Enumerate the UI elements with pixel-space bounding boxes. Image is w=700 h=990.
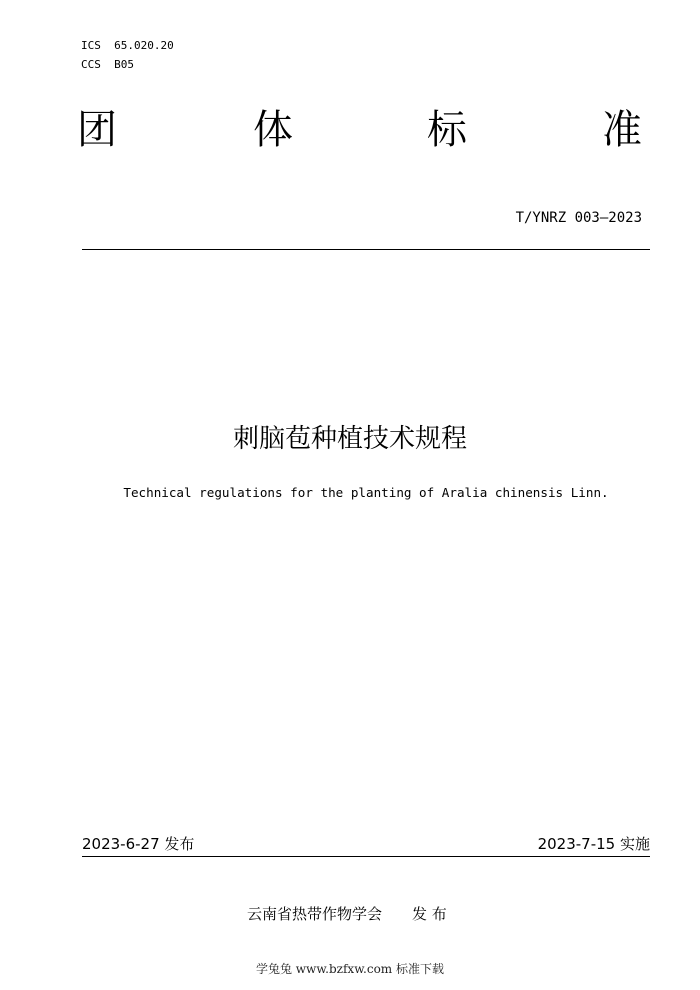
top-divider	[82, 249, 650, 250]
chinese-title: 刺脑苞种植技术规程	[232, 424, 467, 454]
english-title: Technical regulations for the planting of Aralia chinensis Linn.	[123, 485, 609, 500]
publisher-line	[247, 903, 447, 925]
ccs-code: CCS B05	[81, 58, 134, 71]
standard-type-char-3: 标	[427, 107, 467, 153]
standard-number: T/YNRZ 003—2023	[515, 210, 642, 226]
standard-type-char-4: 准	[602, 107, 642, 153]
issue-date: 2023-6-27 发布	[82, 835, 195, 853]
footer-watermark: 学兔兔 www.bzfxw.com 标准下载	[255, 962, 445, 976]
standard-type-char-2: 体	[253, 107, 293, 153]
ics-code: ICS 65.020.20	[81, 39, 174, 52]
standard-type-char-1: 团	[77, 107, 117, 153]
publisher-name: 云南省热带作物学会	[247, 905, 383, 923]
classification-codes	[81, 36, 174, 74]
bottom-divider	[82, 856, 650, 857]
implementation-date: 2023-7-15 实施	[537, 835, 650, 853]
publish-label: 发 布	[412, 905, 447, 923]
